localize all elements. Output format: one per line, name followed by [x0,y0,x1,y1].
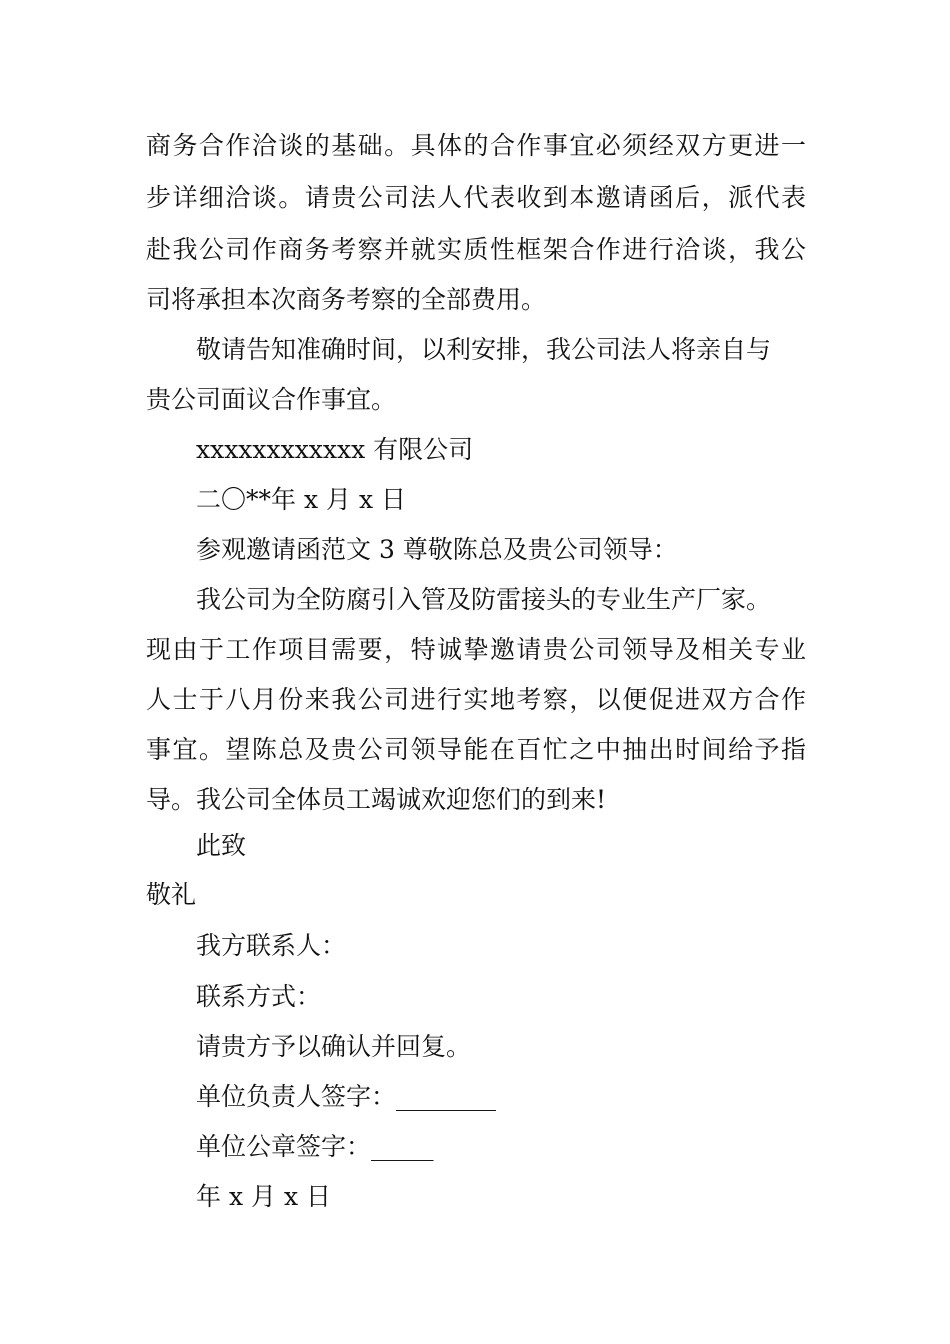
seal-signature-line: 单位公章签字：_____ [196,1132,434,1161]
paragraph-line: 贵公司面议合作事宜。 [146,385,397,414]
paragraph-line: 司将承担本次商务考察的全部费用。 [146,285,547,314]
closing-line: 此致 [196,831,247,860]
paragraph-line: 商务合作洽谈的基础。具体的合作事宜必须经双方更进一 [146,131,806,160]
contact-method-label: 联系方式： [196,982,322,1011]
responsible-signature-line: 单位负责人签字：________ [196,1082,497,1111]
paragraph-line: 现由于工作项目需要，特诚挚邀请贵公司领导及相关专业 [146,635,806,664]
paragraph-line: 敬请告知准确时间，以利安排，我公司法人将亲自与 [196,335,772,364]
paragraph-line: 赴我公司作商务考察并就实质性框架合作进行洽谈，我公 [146,235,806,264]
company-name: xxxxxxxxxxxx 有限公司 [196,435,474,464]
paragraph-line: 人士于八月份来我公司进行实地考察，以便促进双方合作 [146,685,806,714]
paragraph-line: 步详细洽谈。请贵公司法人代表收到本邀请函后，派代表 [146,183,806,212]
closing-line: 敬礼 [146,880,197,909]
section-heading: 参观邀请函范文 3 尊敬陈总及贵公司领导： [196,535,678,564]
date-line: 二〇**年 x 月 x 日 [196,485,406,514]
paragraph-line: 我公司为全防腐引入管及防雷接头的专业生产厂家。 [196,585,772,614]
contact-person-label: 我方联系人： [196,931,347,960]
paragraph-line: 事宜。望陈总及贵公司领导能在百忙之中抽出时间给予指 [146,735,806,764]
paragraph-line: 导。我公司全体员工竭诚欢迎您们的到来! [146,785,607,814]
confirm-request: 请贵方予以确认并回复。 [196,1032,472,1061]
signature-date: 年 x 月 x 日 [196,1182,331,1211]
